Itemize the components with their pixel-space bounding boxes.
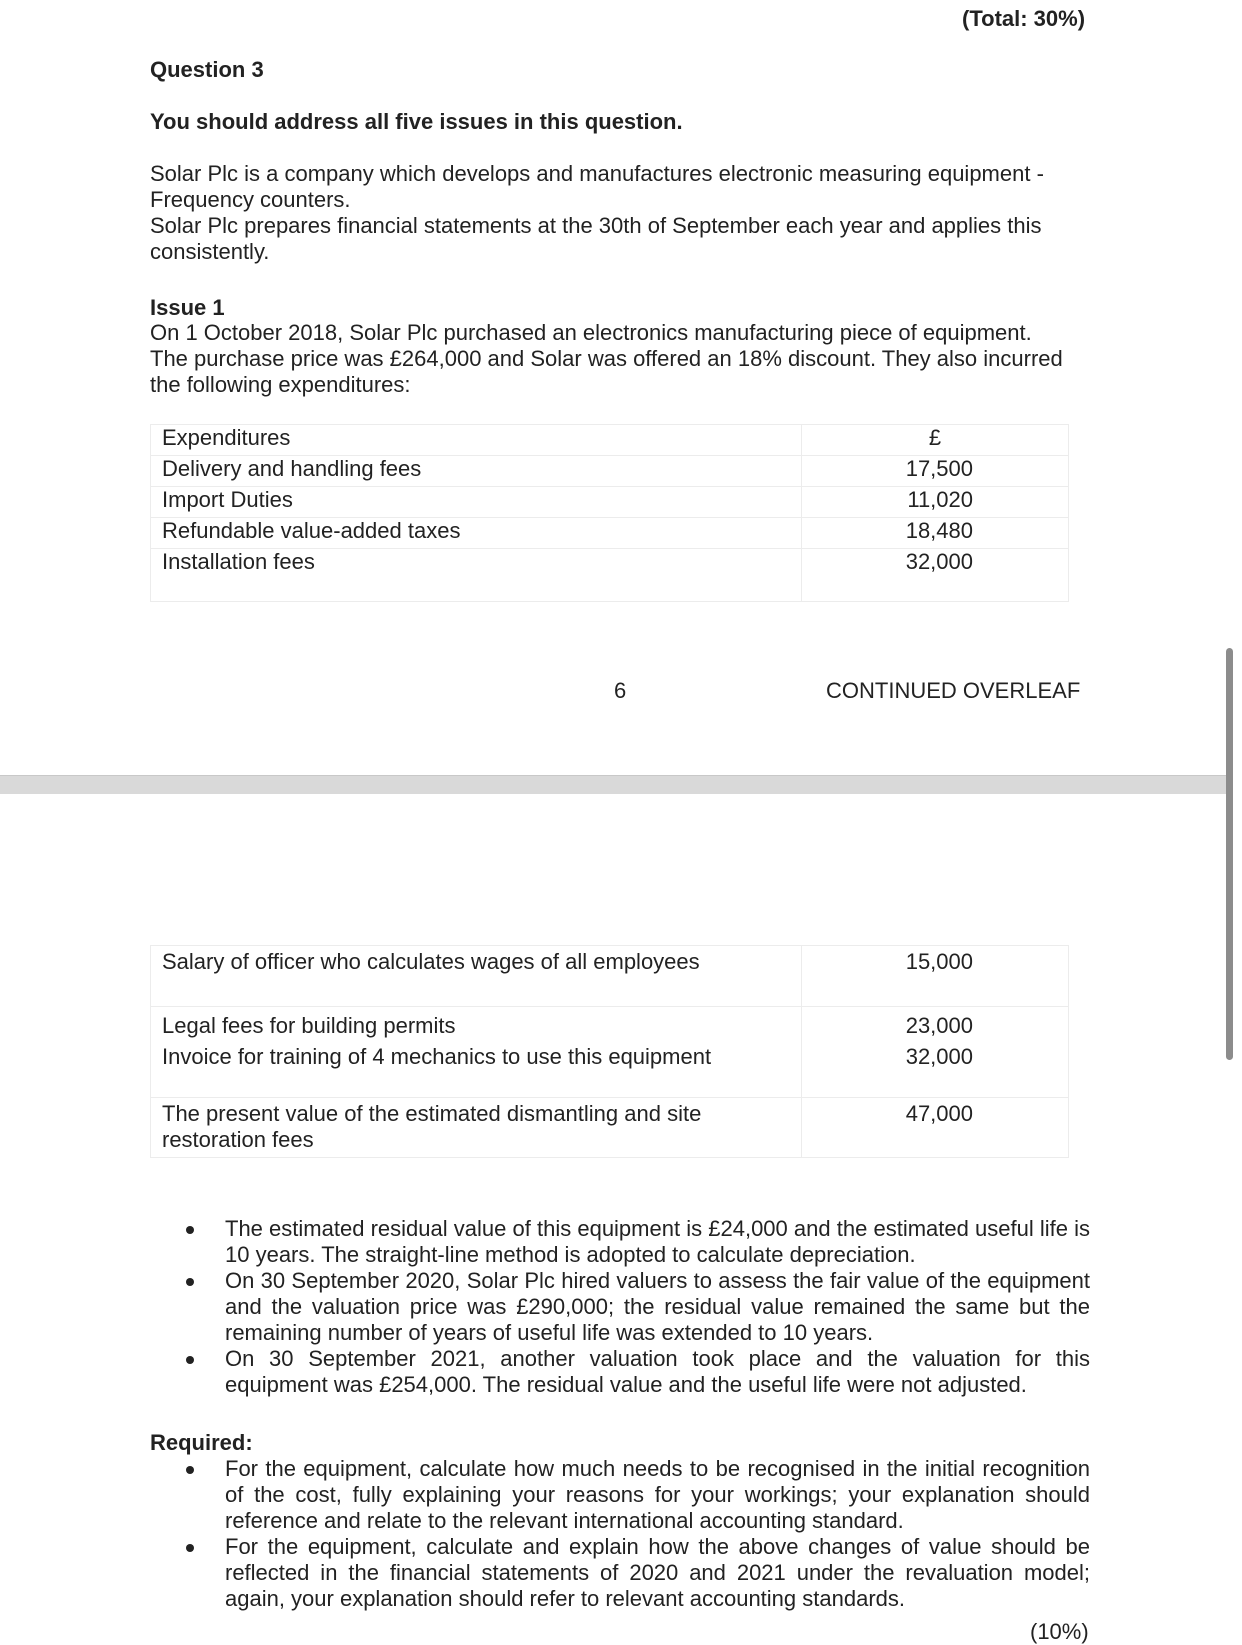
page-number: 6 bbox=[614, 678, 627, 703]
list-item: For the equipment, calculate how much needs to be recognised in the initial recognition of the cost, fully explaining your reasons for your workings; your explanation should reference and relate to the relevant international accounting standard. bbox=[150, 1456, 1090, 1534]
bullet-icon bbox=[186, 1544, 194, 1552]
table-header-currency: £ bbox=[802, 425, 1069, 456]
list-item: The estimated residual value of this equipment is £24,000 and the estimated useful life is 10 years. The straight-line method is adopted to calculate depreciation. bbox=[150, 1216, 1090, 1268]
table-row bbox=[151, 946, 1069, 1007]
table-row bbox=[151, 487, 1069, 518]
row-label: Salary of officer who calculates wages of all employees bbox=[151, 946, 802, 1007]
expenditure-table-continued bbox=[150, 945, 1069, 1158]
continued-overleaf: CONTINUED OVERLEAF bbox=[826, 678, 1081, 703]
table-row bbox=[151, 549, 1069, 602]
document-page-2 bbox=[0, 794, 1228, 1644]
intro-line: Solar Plc is a company which develops and manufactures electronic measuring equipment - bbox=[150, 161, 1044, 186]
intro-line: Solar Plc prepares financial statements at the 30th of September each year and applies this bbox=[150, 213, 1042, 238]
row-label bbox=[151, 1007, 802, 1098]
required-bullet-list bbox=[150, 1456, 1090, 1612]
row-label-line: Legal fees for building permits bbox=[162, 1013, 456, 1038]
question-title: Question 3 bbox=[150, 57, 264, 82]
row-label-line: Invoice for training of 4 mechanics to use this equipment bbox=[162, 1044, 712, 1069]
table-header-row bbox=[151, 425, 1069, 456]
bullet-icon bbox=[186, 1356, 194, 1364]
cut-off-marks: (10%) bbox=[1030, 1619, 1089, 1644]
row-label: Refundable value-added taxes bbox=[151, 518, 802, 549]
row-amount: 18,480 bbox=[802, 518, 1069, 549]
table-row bbox=[151, 456, 1069, 487]
issue-line: The purchase price was £264,000 and Solar was offered an 18% discount. They also incurred bbox=[150, 346, 1063, 371]
document-page-1 bbox=[0, 0, 1228, 775]
intro-line: consistently. bbox=[150, 239, 270, 264]
list-item: On 30 September 2020, Solar Plc hired valuers to assess the fair value of the equipment and the valuation price was £290,000; the residual value remained the same but the remaining number of years of useful life was extended to 10 years. bbox=[150, 1268, 1090, 1346]
row-amount: 47,000 bbox=[802, 1098, 1069, 1158]
issue-paragraph bbox=[150, 320, 1090, 398]
required-title: Required: bbox=[150, 1430, 253, 1455]
page-divider bbox=[0, 775, 1228, 796]
row-label-line: restoration fees bbox=[162, 1127, 314, 1152]
list-item: On 30 September 2021, another valuation took place and the valuation for this equipment was £254,000. The residual value and the useful life were not adjusted. bbox=[150, 1346, 1090, 1398]
expenditure-table bbox=[150, 424, 1069, 602]
row-amount: 17,500 bbox=[802, 456, 1069, 487]
table-row bbox=[151, 1098, 1069, 1158]
row-amount: 11,020 bbox=[802, 487, 1069, 518]
bullet-icon bbox=[186, 1466, 194, 1474]
bullet-icon bbox=[186, 1226, 194, 1234]
intro-line: Frequency counters. bbox=[150, 187, 351, 212]
row-amount: 32,000 bbox=[802, 549, 1069, 602]
table-row bbox=[151, 1007, 1069, 1098]
facts-bullet-list bbox=[150, 1216, 1090, 1398]
table-row bbox=[151, 518, 1069, 549]
issue-title: Issue 1 bbox=[150, 295, 225, 320]
row-label: Installation fees bbox=[151, 549, 802, 602]
intro-paragraph bbox=[150, 161, 1090, 265]
table-header-label: Expenditures bbox=[151, 425, 802, 456]
row-label bbox=[151, 1098, 802, 1158]
row-label-line: The present value of the estimated dismantling and site bbox=[162, 1101, 702, 1126]
instruction-text: You should address all five issues in this question. bbox=[150, 109, 683, 134]
bullet-icon bbox=[186, 1278, 194, 1286]
issue-line: the following expenditures: bbox=[150, 372, 411, 397]
total-marks: (Total: 30%) bbox=[962, 6, 1086, 31]
scrollbar[interactable] bbox=[1226, 648, 1233, 1060]
issue-line: On 1 October 2018, Solar Plc purchased an electronics manufacturing piece of equipment. bbox=[150, 320, 1032, 345]
list-item: For the equipment, calculate and explain how the above changes of value should be reflected in the financial statements of 2020 and 2021 under the revaluation model; again, your explanation should refer to relevant accounting standards. bbox=[150, 1534, 1090, 1612]
row-label: Delivery and handling fees bbox=[151, 456, 802, 487]
row-amount: 23,000 32,000 bbox=[802, 1007, 1069, 1098]
row-amount: 15,000 bbox=[802, 946, 1069, 1007]
row-label: Import Duties bbox=[151, 487, 802, 518]
